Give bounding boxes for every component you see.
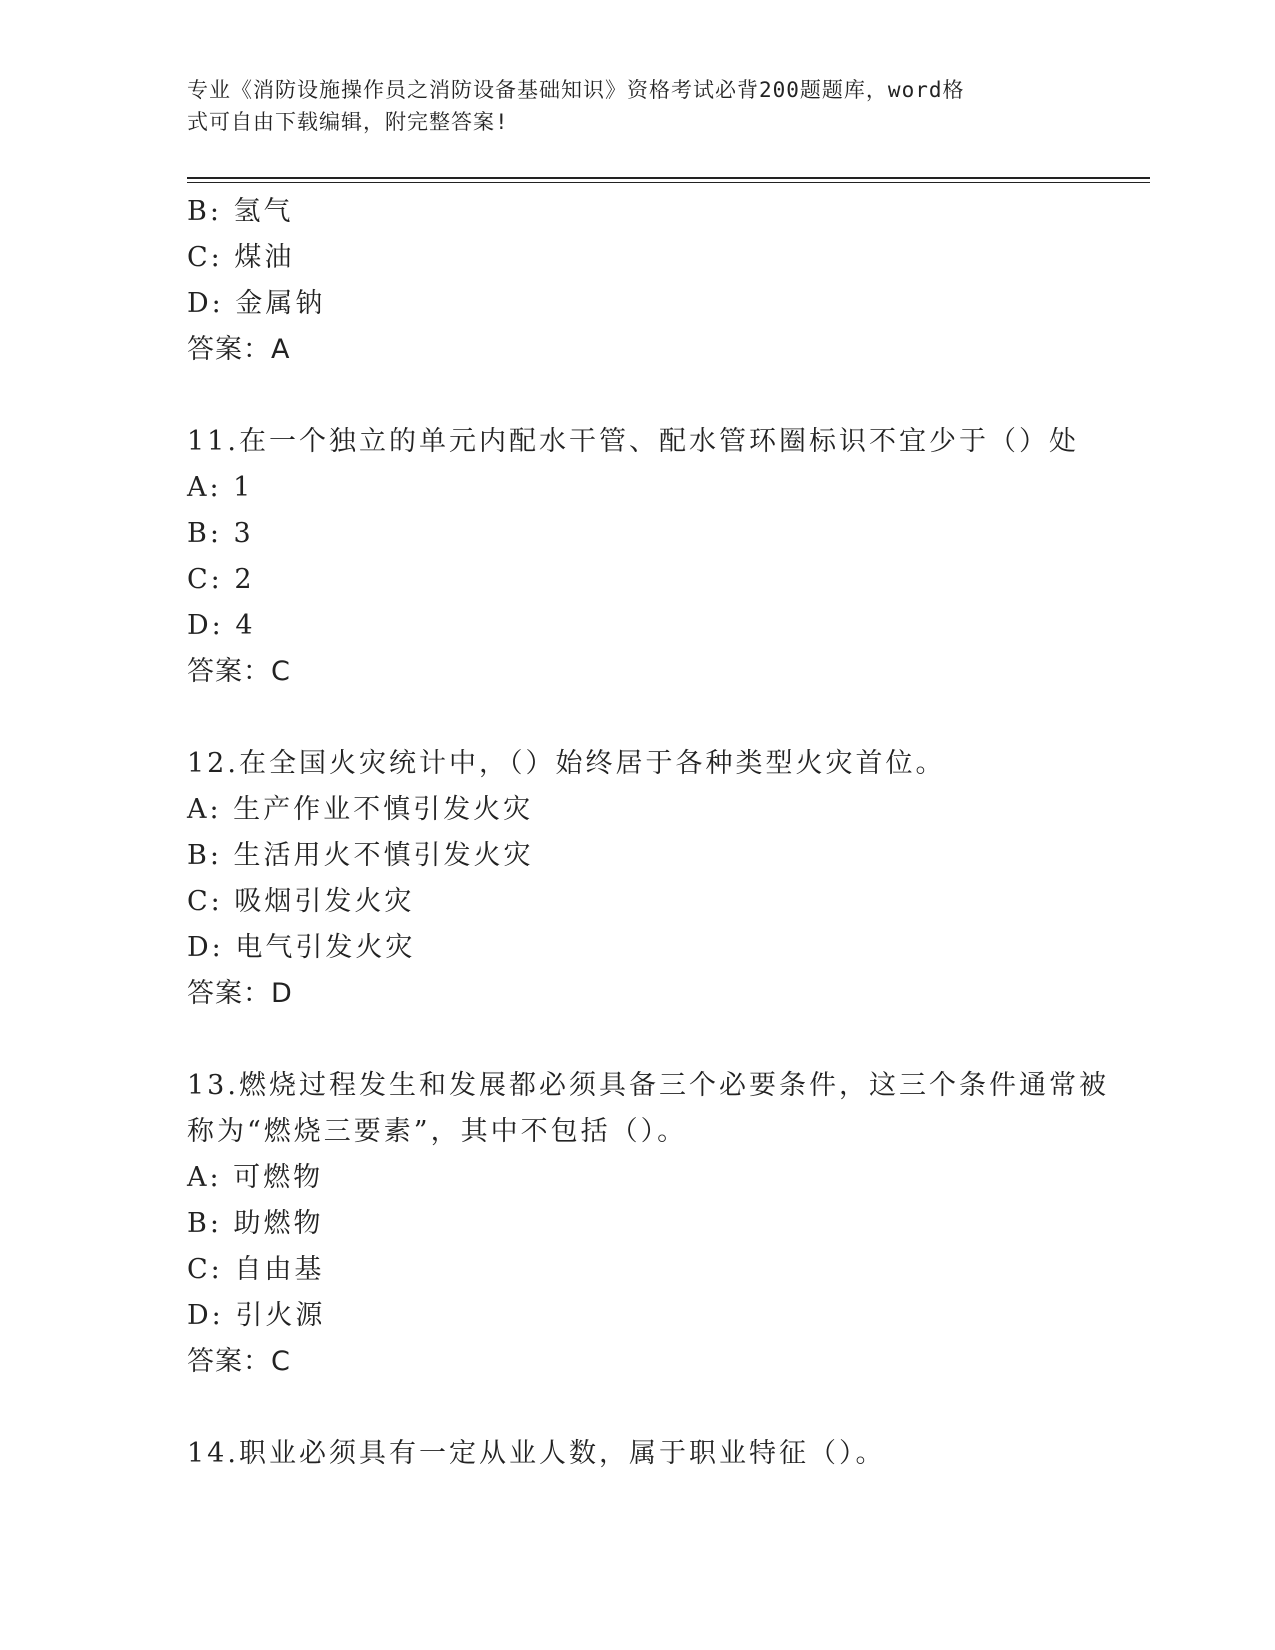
spacer: [187, 1385, 1087, 1431]
option-d: D: 4: [187, 610, 256, 641]
option-d: D: 电气引发火灾: [187, 932, 416, 963]
question-block-11: [187, 419, 1087, 695]
question-block-14: [187, 1431, 1087, 1477]
spacer: [187, 695, 1087, 741]
question-stem-line-2: 称为“燃烧三要素”，其中不包括（）。: [187, 1116, 688, 1147]
option-c: C: 2: [187, 564, 255, 595]
header-title-line-1: 专业《消防设施操作员之消防设备基础知识》资格考试必背200题题库，word格: [187, 78, 965, 102]
option-d: D: 金属钠: [187, 288, 326, 319]
option-c: C: 自由基: [187, 1254, 325, 1285]
answer-line: 答案：D: [187, 978, 293, 1009]
option-a: A: 1: [187, 472, 254, 503]
option-c: C: 吸烟引发火灾: [187, 886, 415, 917]
answer-line: 答案：A: [187, 334, 291, 365]
spacer: [187, 373, 1087, 419]
spacer: [187, 1017, 1087, 1063]
question-block-13: [187, 1063, 1109, 1385]
option-d: D: 引火源: [187, 1300, 326, 1331]
header-title-line-2: 式可自由下载编辑，附完整答案!: [187, 110, 509, 134]
question-stem: 14.职业必须具有一定从业人数，属于职业特征（）。: [187, 1438, 886, 1469]
header-divider-thick: [187, 177, 1150, 179]
option-a: A: 可燃物: [187, 1162, 324, 1193]
answer-line: 答案：C: [187, 1346, 291, 1377]
option-b: B: 助燃物: [187, 1208, 324, 1239]
option-b: B: 氢气: [187, 196, 294, 227]
header-divider-thin: [187, 182, 1150, 183]
question-list: [187, 189, 1109, 1477]
question-stem: 11.在一个独立的单元内配水干管、配水管环圈标识不宜少于（）处: [187, 426, 1079, 457]
option-a: A: 生产作业不慎引发火灾: [187, 794, 534, 825]
option-b: B: 3: [187, 518, 254, 549]
document-header: [187, 74, 1067, 138]
question-stem: 12.在全国火灾统计中，（）始终居于各种类型火灾首位。: [187, 748, 946, 779]
question-stem-line-1: 13.燃烧过程发生和发展都必须具备三个必要条件，这三个条件通常被: [187, 1070, 1109, 1101]
question-block-10: [187, 189, 1087, 373]
option-b: B: 生活用火不慎引发火灾: [187, 840, 534, 871]
answer-line: 答案：C: [187, 656, 291, 687]
option-c: C: 煤油: [187, 242, 295, 273]
question-block-12: [187, 741, 1087, 1017]
